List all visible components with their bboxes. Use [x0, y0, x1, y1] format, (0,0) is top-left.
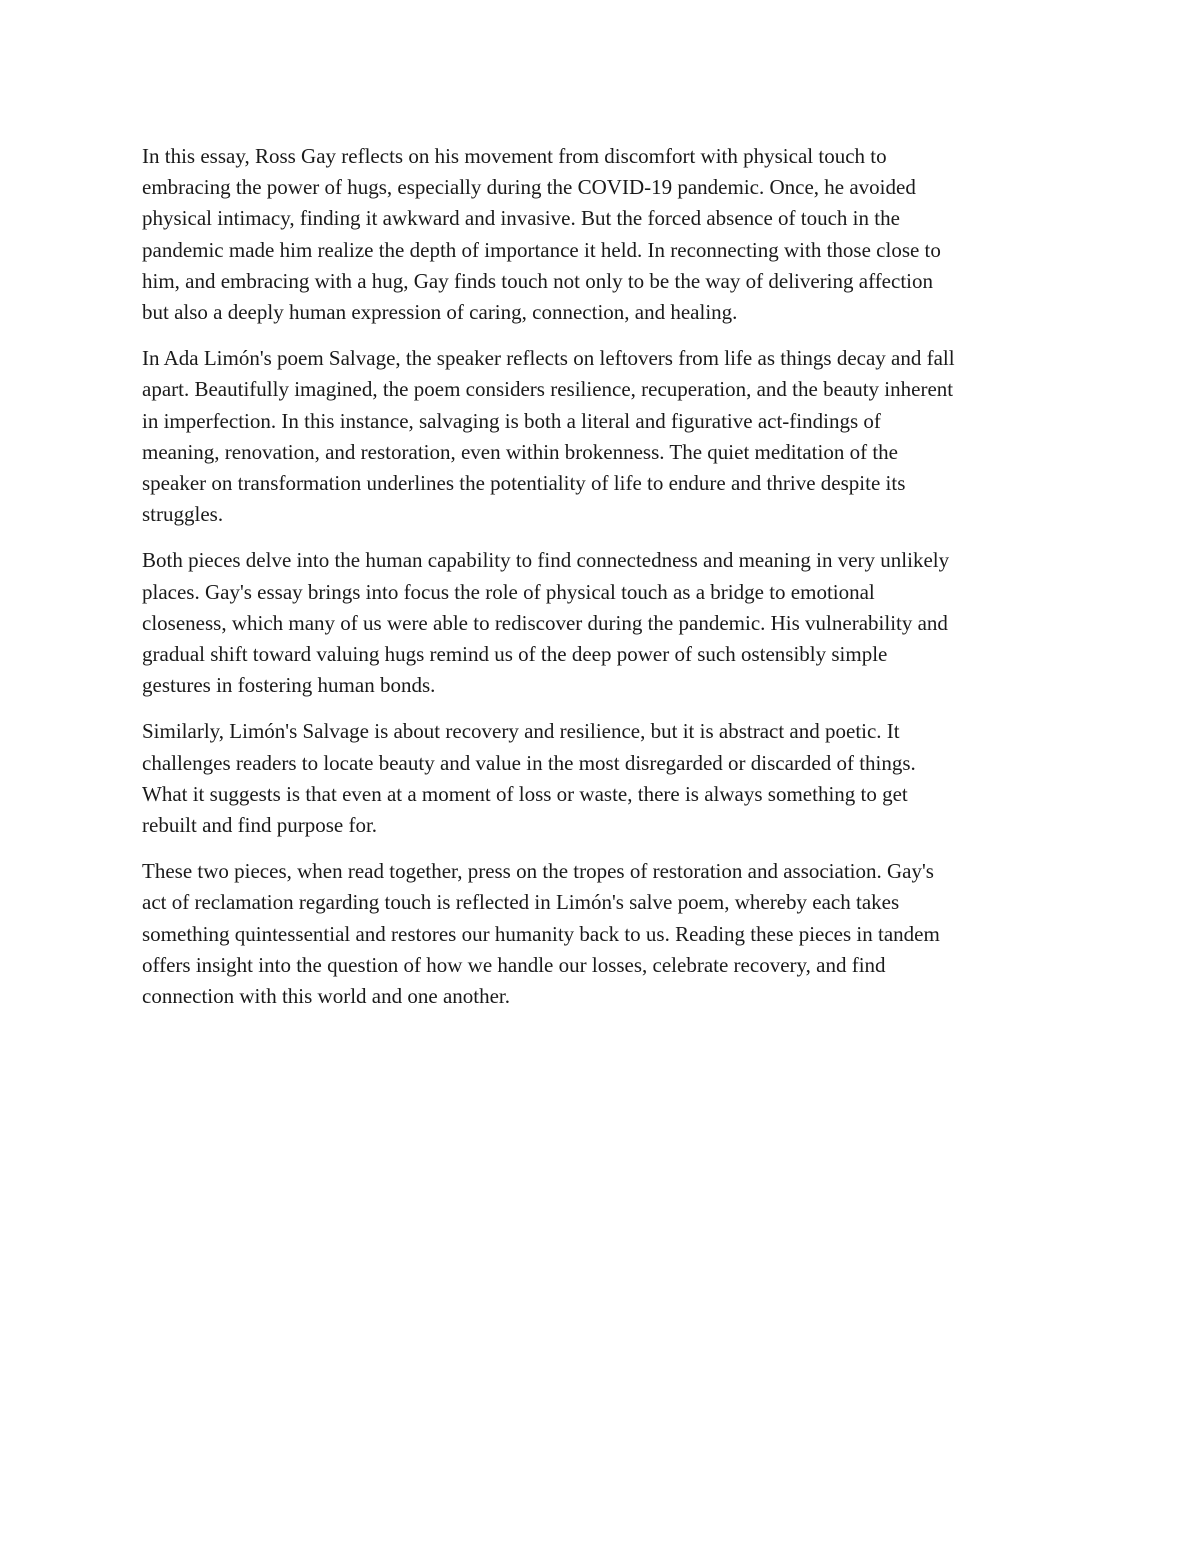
text-line: offers insight into the question of how we handle our losses, celebrate recovery, and find — [142, 952, 886, 977]
text-line: These two pieces, when read together, press on the tropes of restoration and association. Gay's — [142, 859, 934, 884]
text-line: closeness, which many of us were able to rediscover during the pandemic. His vulnerability and — [142, 610, 948, 635]
text-line: connection with this world and one another. — [142, 984, 511, 1009]
text-line: physical intimacy, finding it awkward and invasive. But the forced absence of touch in the — [142, 206, 900, 231]
paragraph-2 — [142, 343, 1058, 530]
paragraph-1 — [142, 141, 1058, 328]
text-line: in imperfection. In this instance, salvaging is both a literal and figurative act-findings of — [142, 408, 881, 433]
text-line: Similarly, Limón's Salvage is about recovery and resilience, but it is abstract and poetic. It — [142, 719, 900, 744]
essay-body — [142, 141, 1058, 1027]
text-line: but also a deeply human expression of caring, connection, and healing. — [142, 300, 738, 325]
text-line: pandemic made him realize the depth of importance it held. In reconnecting with those close to — [142, 237, 941, 262]
text-line: places. Gay's essay brings into focus the role of physical touch as a bridge to emotional — [142, 579, 875, 604]
paragraph-4 — [142, 716, 1058, 841]
text-line: In this essay, Ross Gay reflects on his movement from discomfort with physical touch to — [142, 144, 887, 168]
text-line: apart. Beautifully imagined, the poem considers resilience, recuperation, and the beauty inherent — [142, 377, 954, 402]
text-line: In Ada Limón's poem Salvage, the speaker reflects on leftovers from life as things decay and fall — [142, 346, 955, 371]
text-line: rebuilt and find purpose for. — [142, 813, 378, 838]
text-line: Both pieces delve into the human capability to find connectedness and meaning in very unlikely — [142, 548, 950, 573]
paragraph-5 — [142, 856, 1058, 1012]
text-line: gradual shift toward valuing hugs remind us of the deep power of such ostensibly simple — [142, 642, 888, 667]
text-line: meaning, renovation, and restoration, even within brokenness. The quiet meditation of the — [142, 439, 898, 464]
text-line: What it suggests is that even at a moment of loss or waste, there is always something to get — [142, 781, 908, 806]
text-line: embracing the power of hugs, especially during the COVID-19 pandemic. Once, he avoided — [142, 175, 916, 200]
text-line: struggles. — [142, 502, 224, 527]
paragraph-3 — [142, 545, 1058, 701]
text-line: something quintessential and restores our humanity back to us. Reading these pieces in tandem — [142, 921, 940, 946]
text-line: gestures in fostering human bonds. — [142, 673, 436, 698]
text-line: him, and embracing with a hug, Gay finds touch not only to be the way of delivering affection — [142, 268, 933, 293]
text-line: challenges readers to locate beauty and value in the most disregarded or discarded of things. — [142, 750, 916, 775]
text-line: speaker on transformation underlines the potentiality of life to endure and thrive despite its — [142, 471, 906, 496]
text-line: act of reclamation regarding touch is reflected in Limón's salve poem, whereby each takes — [142, 890, 900, 915]
